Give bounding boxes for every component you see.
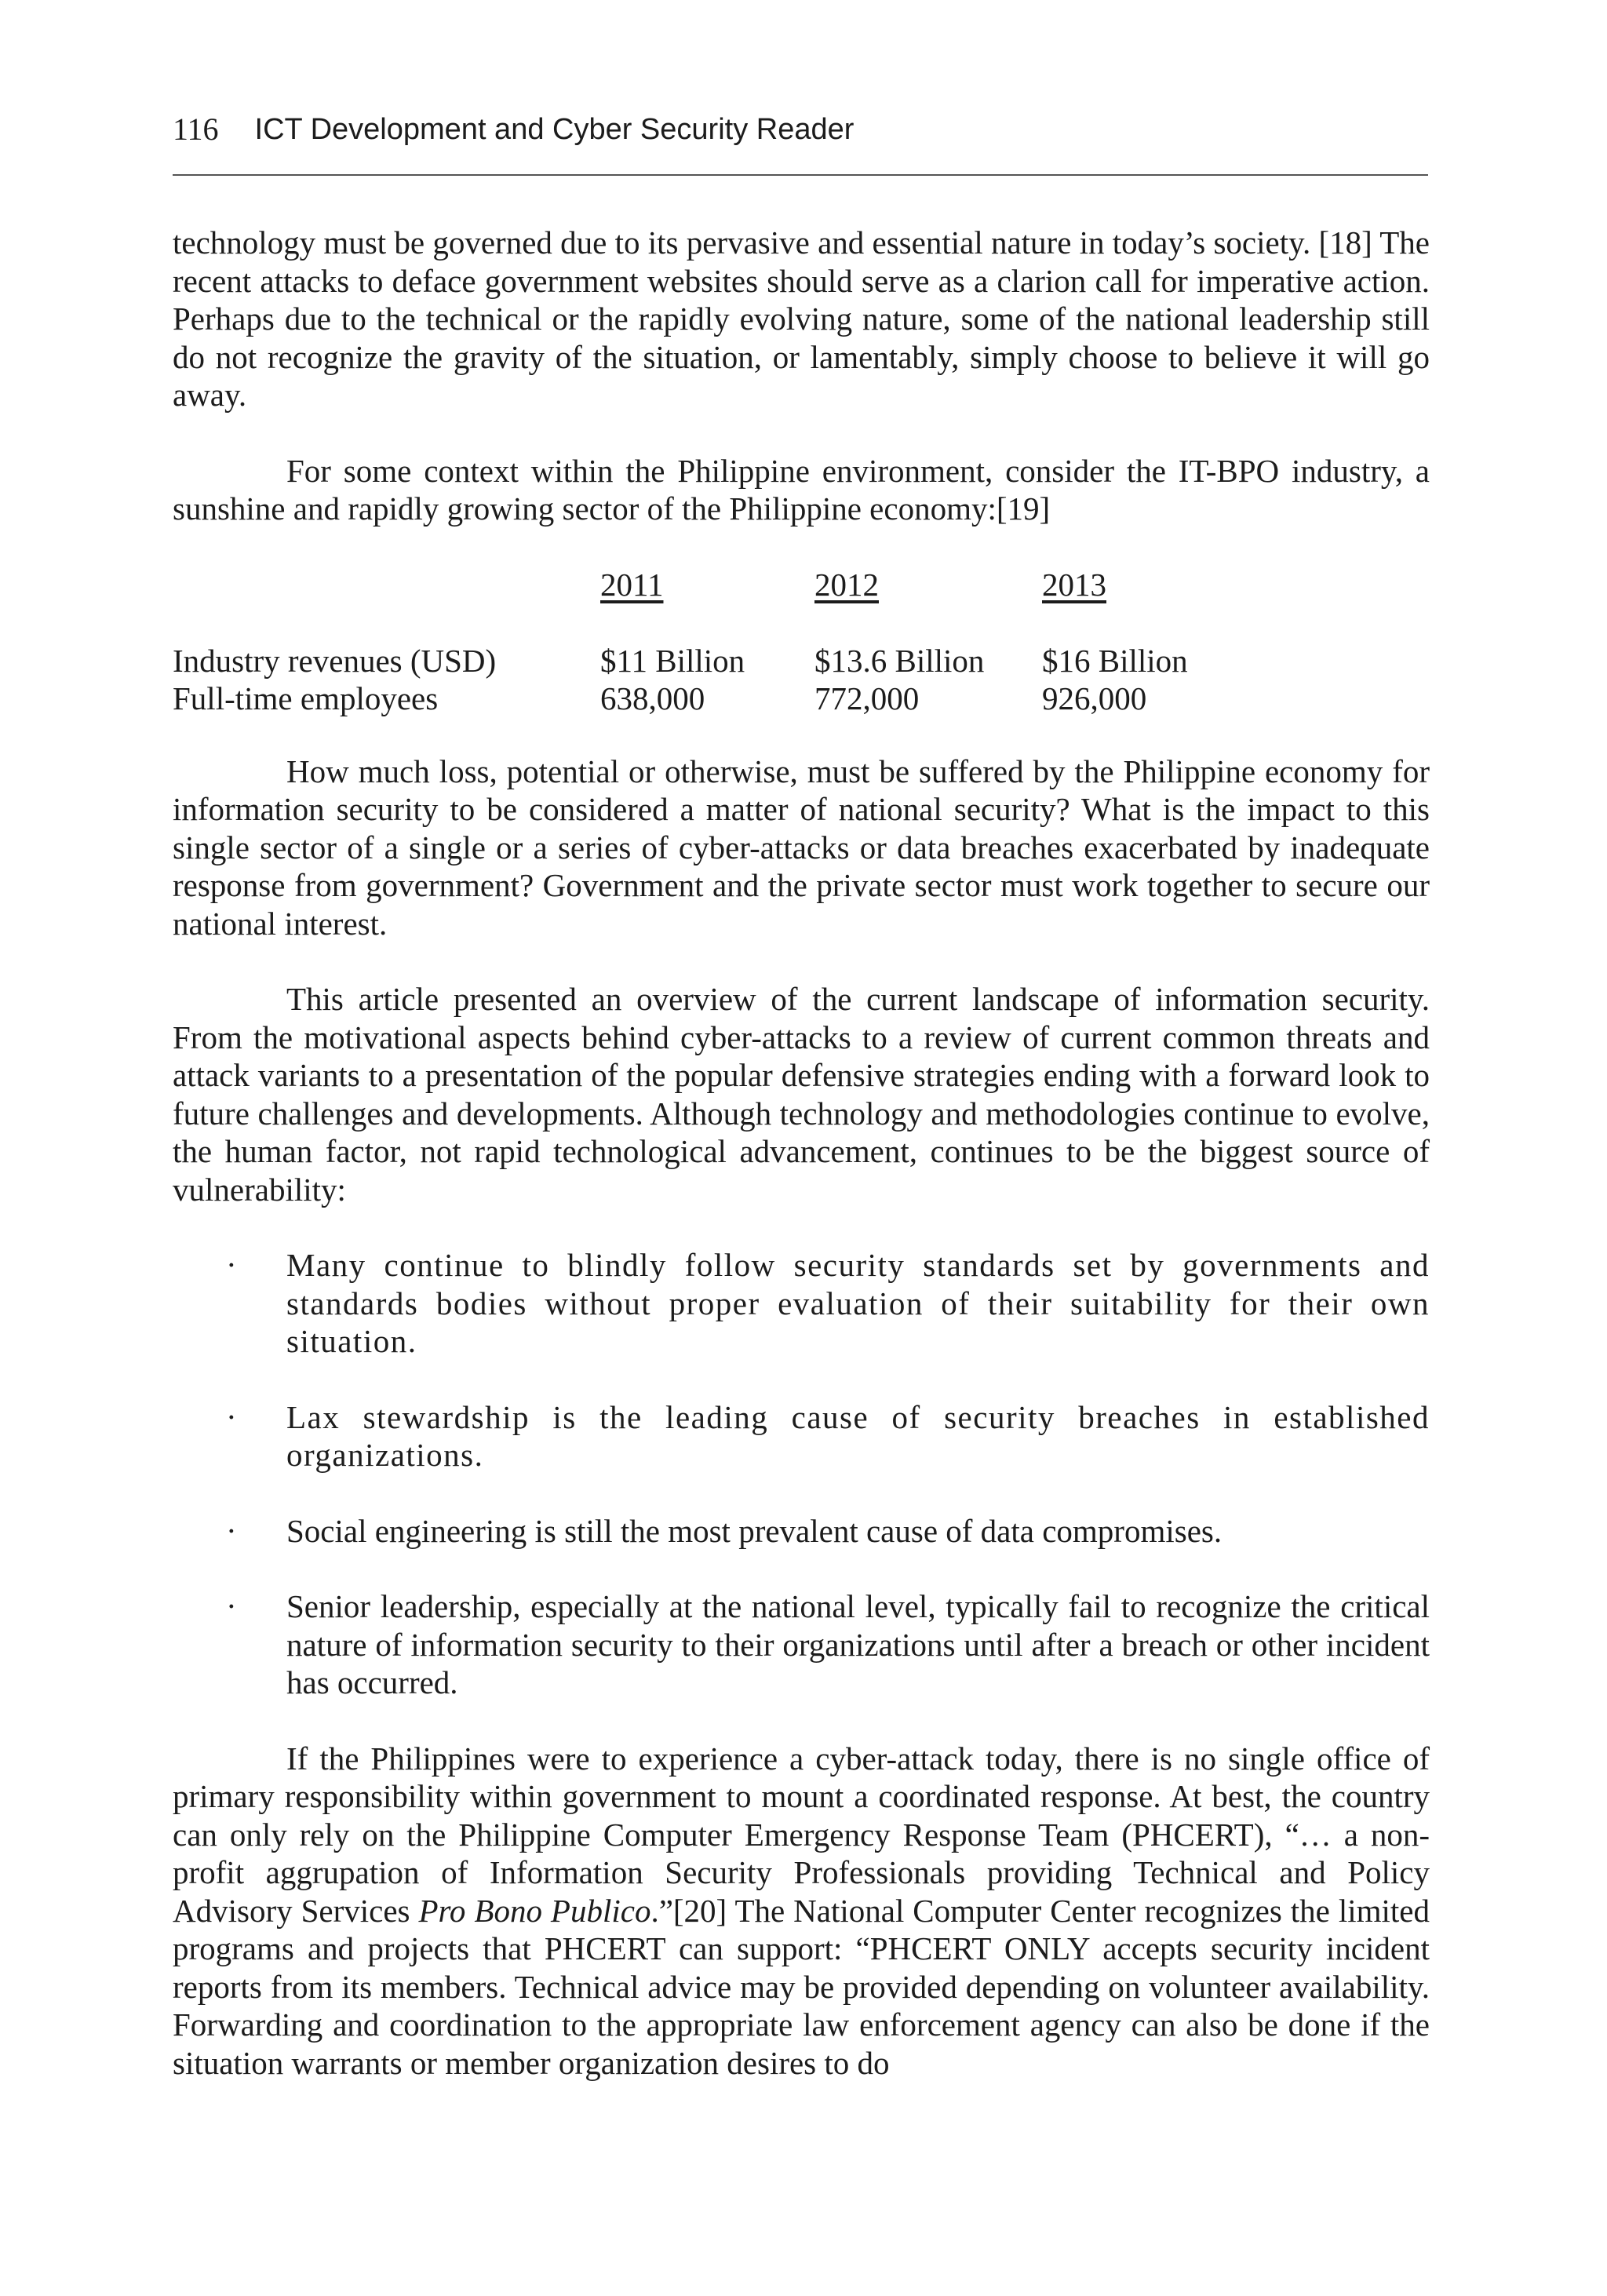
year-2012-header: 2012: [814, 566, 879, 603]
paragraph-it-bpo-context: For some context within the Philippine environment, consider the IT-BPO industry, a sunshine and rapidly growing sector of the Philippine economy:[19]: [173, 452, 1430, 527]
paragraph-economic-loss: How much loss, potential or otherwise, must be suffered by the Philippine economy for information security to be considered a matter of national security? What is the impact to this single sector of a single or a series of cyber-attacks or data breaches exacerbated by inadequate response from government? Government and the private sector must work together to secure our national interest.: [173, 753, 1430, 942]
row-label: Full-time employees: [173, 680, 439, 716]
page-body: [173, 224, 1430, 2082]
list-item-text: Social engineering is still the most prevalent cause of data compromises.: [286, 1512, 1223, 1549]
paragraph-phcert: [173, 1740, 1430, 2083]
list-item: [173, 1587, 1430, 1702]
year-2011-header: 2011: [600, 566, 664, 603]
bullet-marker: ·: [226, 1588, 237, 1624]
table-row-employees: [173, 680, 1430, 718]
list-item: [173, 1398, 1430, 1474]
year-2013-header: 2013: [1042, 566, 1106, 603]
list-item-text: Lax stewardship is the leading cause of security breaches in established organizations.: [286, 1398, 1430, 1473]
phcert-text-part2: .”[20] The National Computer Center recognizes the limited programs and projects that PHCERT can support: “PHCERT ONLY accepts security incident reports from its members. Technical advice may be provided depending on volunteer availability. Forwarding and coordination to the appropriate law enforcement agency can also be done if the situation warrants or member organization desires to do: [173, 1892, 1430, 2081]
row-label: Industry revenues (USD): [173, 642, 497, 679]
list-item: [173, 1246, 1430, 1361]
phcert-italic-phrase: Pro Bono Publico: [418, 1892, 651, 1929]
running-title: ICT Development and Cyber Security Reader: [254, 113, 855, 146]
table-cell: 926,000: [1042, 680, 1147, 716]
table-cell: 638,000: [600, 680, 705, 716]
bullet-marker: ·: [226, 1398, 239, 1435]
table-cell: $16 Billion: [1042, 642, 1188, 679]
paragraph-governance: technology must be governed due to its pervasive and essential nature in today’s society. [18] The recent attacks to deface government websites should serve as a clarion call for imperative action. Perhaps due to the technical or the rapidly evolving nature, some of the national leadership still do not recognize the gravity of the situation, or lamentably, simply choose to believe it will go away.: [173, 224, 1430, 413]
list-item: [173, 1512, 1430, 1551]
page-number: 116: [173, 111, 219, 147]
paragraph-overview: This article presented an overview of the current landscape of information security. From the motivational aspects behind cyber-attacks to a review of current common threats and attack variants to a presentation of the popular defensive strategies ending with a forward look to future challenges and developments. Although technology and methodologies continue to evolve, the human factor, not rapid technological advancement, continues to be the biggest source of vulnerability:: [173, 981, 1430, 1208]
list-item-text: Many continue to blindly follow security standards set by governments and standards bodies without proper evaluation of their suitability for their own situation.: [286, 1247, 1430, 1359]
table-cell: 772,000: [814, 680, 920, 716]
vulnerability-list: [173, 1246, 1430, 1702]
industry-table: [173, 566, 1430, 715]
phcert-text-part1: If the Philippines were to experience a cyber-attack today, there is no single office of primary responsibility within government to mount a coordinated response. At best, the country can only rely on the Philippine Computer Emergency Response Team (PHCERT), “… a non-profit aggrupation of Information Security Professionals providing Technical and Policy Advisory Services: [173, 1740, 1430, 1929]
table-cell: $11 Billion: [600, 642, 745, 679]
list-item-text: Senior leadership, especially at the national level, typically fail to recognize the critical nature of information security to their organizations until after a breach or other incident has occurred.: [286, 1588, 1430, 1700]
bullet-marker: ·: [226, 1247, 239, 1283]
industry-table-header: [173, 566, 1430, 604]
table-row-revenues: [173, 642, 1430, 680]
page-header: [173, 110, 1428, 176]
table-cell: $13.6 Billion: [814, 642, 985, 679]
bullet-marker: ·: [226, 1512, 237, 1549]
